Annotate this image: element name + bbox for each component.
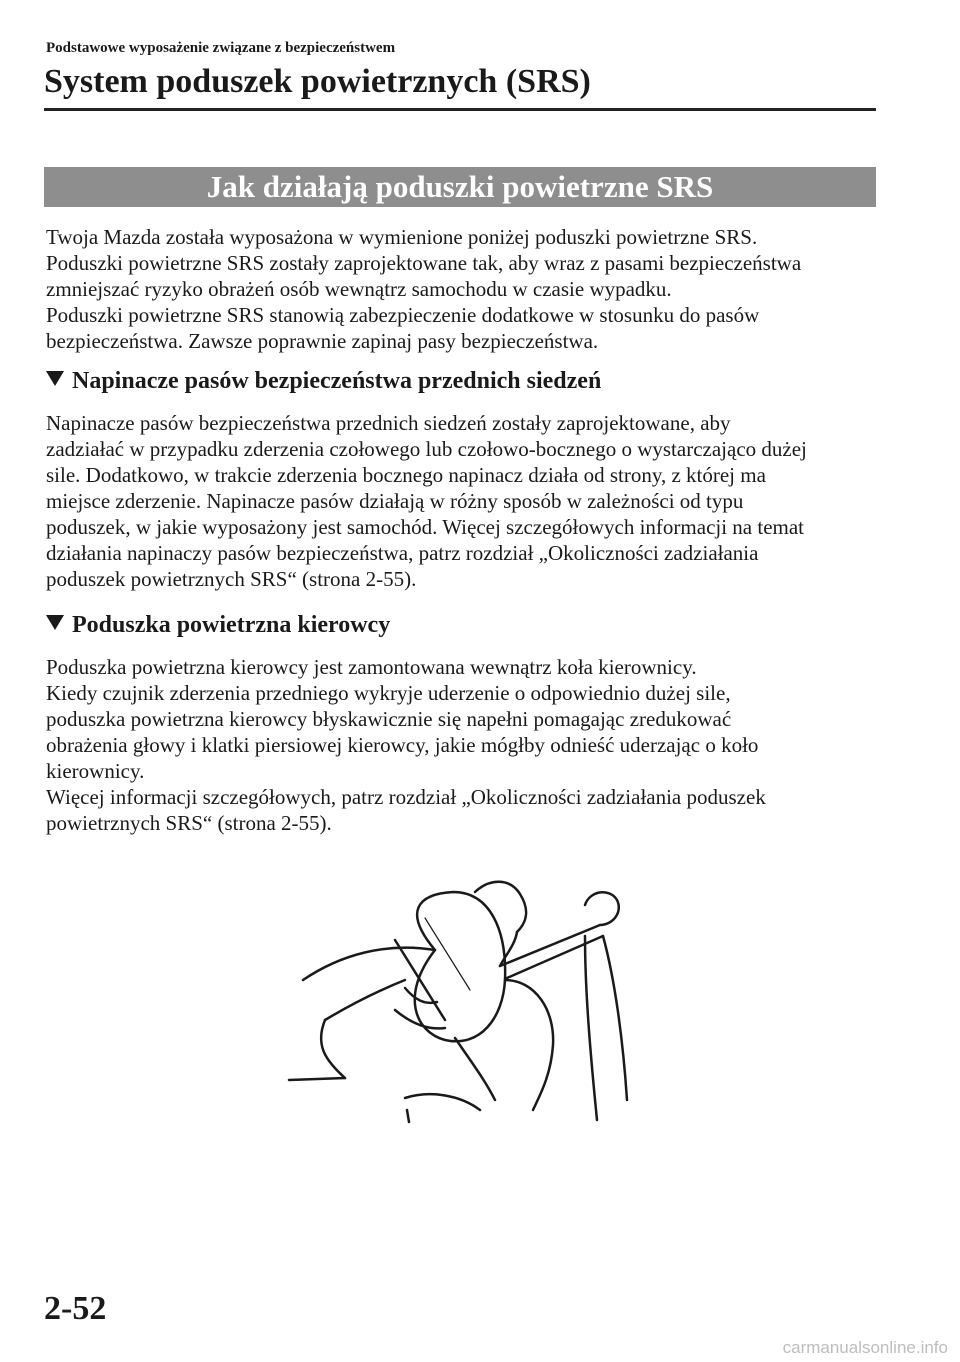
text-line: poduszka powietrzna kierowcy błyskawicznie się napełni pomagając zredukować bbox=[46, 707, 732, 731]
driver-airbag-illustration bbox=[285, 870, 665, 1130]
text-line: zmniejszać ryzyko obrażeń osób wewnątrz samochodu w czasie wypadku. bbox=[46, 277, 672, 301]
page-number: 2-52 bbox=[44, 1290, 107, 1327]
text-line: zadziałać w przypadku zderzenia czołowego lub czołowo-bocznego o wystarczająco dużej bbox=[46, 437, 807, 461]
text-line: obrażenia głowy i klatki piersiowej kierowcy, jakie mógłby odnieść uderzając o koło bbox=[46, 733, 759, 757]
breadcrumb: Podstawowe wyposażenie związane z bezpieczeństwem bbox=[46, 40, 396, 56]
text-line: poduszek, w jakie wyposażony jest samochód. Więcej szczegółowych informacji na temat bbox=[46, 515, 805, 539]
subheading-text: Napinacze pasów bezpieczeństwa przednich siedzeń bbox=[72, 368, 602, 394]
subheading-text: Poduszka powietrzna kierowcy bbox=[72, 612, 391, 638]
text-line: Poduszka powietrzna kierowcy jest zamontowana wewnątrz koła kierownicy. bbox=[46, 655, 697, 679]
page-title: System poduszek powietrznych (SRS) bbox=[44, 63, 591, 100]
subheading-driver-airbag bbox=[46, 610, 390, 640]
text-line: działania napinaczy pasów bezpieczeństwa, patrz rozdział „Okoliczności zadziałania bbox=[46, 541, 759, 565]
title-rule bbox=[44, 108, 876, 111]
text-line: Twoja Mazda została wyposażona w wymienione poniżej poduszki powietrzne SRS. bbox=[46, 225, 758, 249]
text-line: Poduszki powietrzne SRS stanowią zabezpieczenie dodatkowe w stosunku do pasów bbox=[46, 303, 760, 327]
text-line: sile. Dodatkowo, w trakcie zderzenia bocznego napinacz działa od strony, z której ma bbox=[46, 463, 766, 487]
text-line: bezpieczeństwa. Zawsze poprawnie zapinaj pasy bezpieczeństwa. bbox=[46, 329, 599, 353]
pretensioners-paragraph bbox=[46, 410, 886, 592]
text-line: kierownicy. bbox=[46, 759, 145, 783]
watermark: carmanualsonline.info bbox=[782, 1338, 948, 1357]
text-line: miejsce zderzenie. Napinacze pasów działają w różny sposób w zależności od typu bbox=[46, 489, 744, 513]
text-line: Poduszki powietrzne SRS zostały zaprojektowane tak, aby wraz z pasami bezpieczeństwa bbox=[46, 251, 802, 275]
subheading-pretensioners bbox=[46, 366, 601, 396]
driver-airbag-paragraph bbox=[46, 654, 886, 836]
triangle-down-icon bbox=[46, 615, 64, 630]
text-line: Napinacze pasów bezpieczeństwa przednich siedzeń zostały zaprojektowane, aby bbox=[46, 411, 731, 435]
text-line: poduszek powietrznych SRS“ (strona 2-55). bbox=[46, 567, 417, 591]
text-line: powietrznych SRS“ (strona 2-55). bbox=[46, 811, 332, 835]
intro-paragraph bbox=[46, 224, 886, 354]
section-heading-band: Jak działają poduszki powietrzne SRS bbox=[44, 167, 876, 207]
triangle-down-icon bbox=[46, 371, 64, 386]
text-line: Więcej informacji szczegółowych, patrz rozdział „Okoliczności zadziałania poduszek bbox=[46, 785, 766, 809]
text-line: Kiedy czujnik zderzenia przedniego wykryje uderzenie o odpowiednio dużej sile, bbox=[46, 681, 731, 705]
